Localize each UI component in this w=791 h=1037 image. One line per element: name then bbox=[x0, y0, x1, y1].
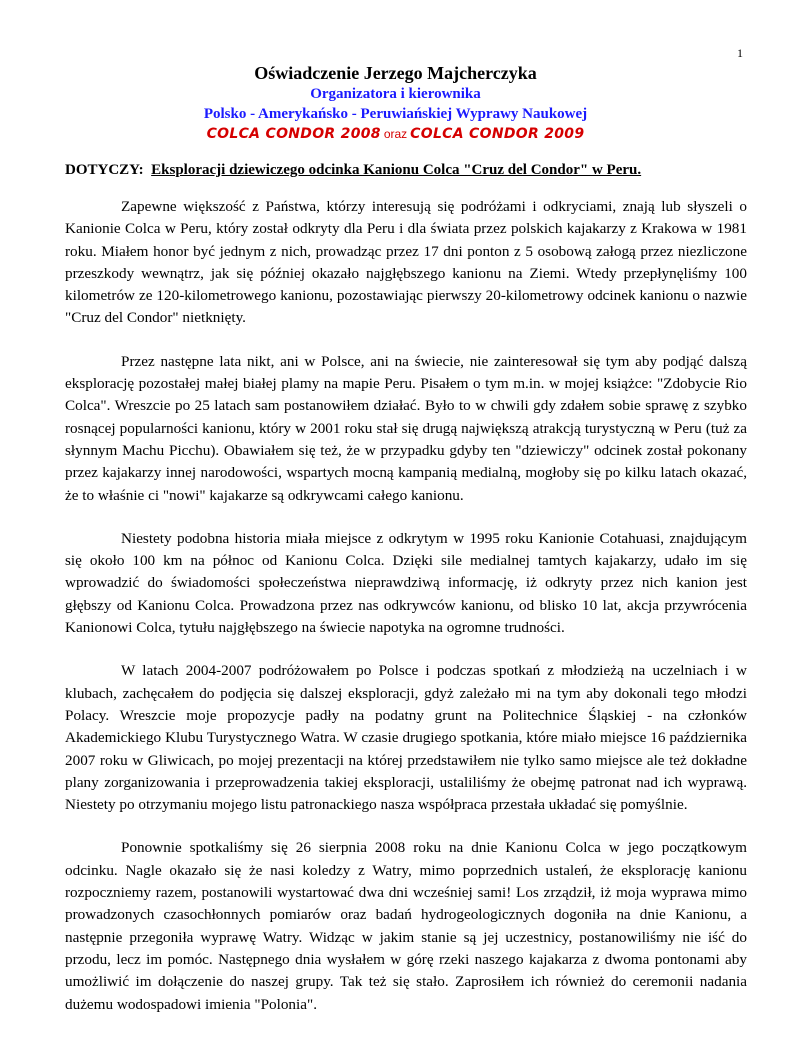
expedition-years bbox=[0, 124, 791, 144]
paragraph: Przez następne lata nikt, ani w Polsce, ani na świecie, nie zainteresował się tym aby podjąć dalszą eksplorację pozostałej małej białej plamy na mapie Peru. Pisałem o tym m.in. w mojej książce: "Zdobycie Rio Colca". Wreszcie po 25 latach sam postanowiłem działać. Było to w chwili gdy zdałem sobie sprawę z szybko rosnącej popularności kanionu, który w 2001 roku stał się drugą największą atrakcją turystyczną w Peru (tuż za słynnym Machu Picchu). Obawiałem się też, że w przypadku gdyby ten "dziewiczy" odcinek został pokonany przez kajakarzy innej narodowości, wspartych mocną kampanią medialną, mogłoby się po kilku latach okazać, że to właśnie ci "nowi" kajakarze są odkrywcami całego kanionu. bbox=[65, 352, 747, 504]
document-header bbox=[0, 62, 791, 144]
expedition-2009: COLCA CONDOR 2009 bbox=[410, 126, 585, 142]
expedition-name: Polsko - Amerykańsko - Peruwiańskiej Wyprawy Naukowej bbox=[203, 106, 588, 122]
paragraph: Zapewne większość z Państwa, którzy interesują się podróżami i odkryciami, znają lub słyszeli o Kanionie Colca w Peru, który został odkryty dla Peru i dla świata przez polskich kajakarzy z Krakowa w 1981 roku. Miałem honor być jednym z nich, prowadząc przez 17 dni ponton z 5 osobową załogą przez niezliczone przeszkody wewnątrz, jak się później okazało najgłębszego kanionu na Ziemi. Wtedy przepłynęliśmy 100 kilometrów ze 120-kilometrowego kanionu, pozostawiając pierwszy 20-kilometrowy odcinek kanionu o nazwie "Cruz del Condor" nietknięty. bbox=[65, 198, 747, 327]
subject-line bbox=[65, 162, 745, 179]
paragraph: W latach 2004-2007 podróżowałem po Polsce i podczas spotkań z młodzieżą na uczelniach i w klubach, zachęcałem do podjęcia się dalszej eksploracji, gdyż zależało mi na tym aby dokonali tego młodzi Polacy. Wreszcie moje propozycje padły na podatny grunt na Politechnice Śląskiej - na członków Akademickiego Klubu Turystycznego Watra. W czasie drugiego spotkania, które miało miejsce 16 października 2007 roku w Gliwicach, po mojej prezentacji na której przedstawiłem nie tylko samo miejsce ale też dokładne plany zorganizowania i przeprowadzenia takiej eksploracji, ustaliliśmy że obejmę patronat nad ich wyprawą. Niestety po otrzymaniu mojego listu patronackiego nasza współpraca przestała układać się pomyślnie. bbox=[65, 662, 747, 814]
document-body bbox=[65, 196, 747, 1037]
document-subtitle: Organizatora i kierownika bbox=[310, 86, 481, 102]
page-number: 1 bbox=[737, 46, 743, 60]
expedition-2008: COLCA CONDOR 2008 bbox=[206, 126, 381, 142]
subject-label: DOTYCZY: bbox=[65, 162, 144, 178]
paragraph: Niestety podobna historia miała miejsce z odkrytym w 1995 roku Kanionie Cotahuasi, znajdującym się około 100 km na północ od Kanionu Colca. Dzięki sile medialnej tamtych kajakarzy, udało im się wprowadzić do świadomości społeczeństwa nieprawdziwą informację, iż odkryty przez nich kanion jest głębszy od Kanionu Colca. Prowadzona przez nas odkrywców kanionu, od blisko 10 lat, akcja przywrócenia Kanionowi Colca, tytułu najgłębszego na świecie napotyka na ogromne trudności. bbox=[65, 529, 747, 637]
paragraph: Ponownie spotkaliśmy się 26 sierpnia 2008 roku na dnie Kanionu Colca w jego początkowym odcinku. Nagle okazało się że nasi koledzy z Watry, mimo poprzednich ustaleń, że eksplorację kanionu rozpoczniemy razem, postanowili wystartować dwa dni wcześniej sami! Los zrządził, iż moja wyprawa mimo prowadzonych czasochłonnych pomiarów oraz badań hydrogeologicznych dogoniła na dnie Kanionu, a następnie przegoniła wyprawę Watry. Widząc w jakim stanie są jej uczestnicy, postanowiliśmy nie iść do przodu, lecz im pomóc. Następnego dnia wysłałem w górę rzeki naszego kajakarza z dwoma pontonami aby umożliwić im dołączenie do naszej grupy. Tak też się stało. Zaprosiłem ich również do ceremonii nadania dużemu wodospadowi imienia "Polonia". bbox=[65, 839, 747, 1013]
expedition-connector: oraz bbox=[383, 127, 408, 141]
document-title: Oświadczenie Jerzego Majcherczyka bbox=[254, 63, 537, 83]
subject-text: Eksploracji dziewiczego odcinka Kanionu Colca "Cruz del Condor" w Peru. bbox=[151, 162, 642, 178]
